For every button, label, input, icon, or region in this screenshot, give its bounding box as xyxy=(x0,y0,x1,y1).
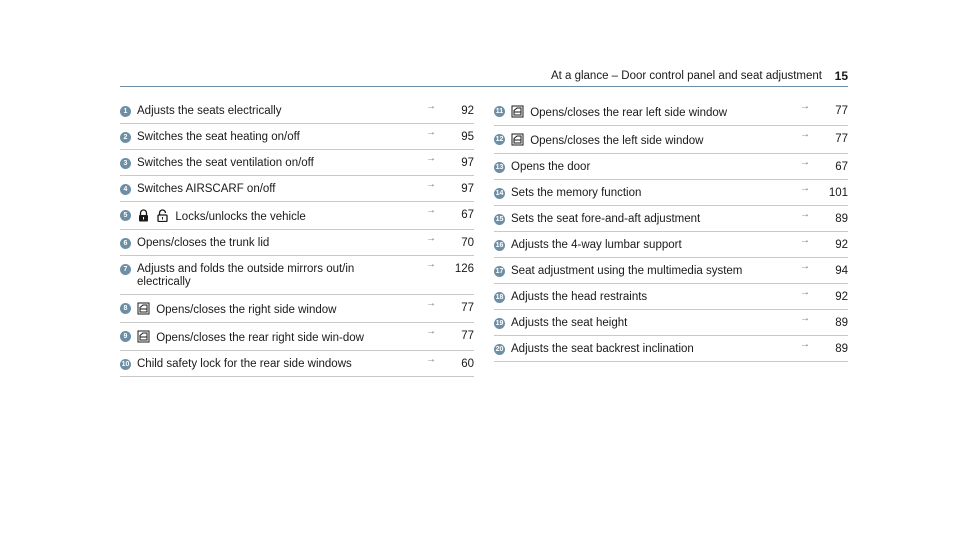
arrow-icon: → xyxy=(426,179,436,190)
page-reference[interactable]: 70 xyxy=(461,237,474,249)
item-number-badge: 1 xyxy=(120,106,131,117)
list-item xyxy=(494,284,848,310)
arrow-icon: → xyxy=(800,209,810,220)
list-item xyxy=(120,230,474,256)
list-item xyxy=(120,351,474,377)
arrow-icon: → xyxy=(426,101,436,112)
item-number-badge: 14 xyxy=(495,190,504,197)
item-description: Adjusts the 4-way lumbar support xyxy=(511,239,682,251)
page-reference[interactable]: 89 xyxy=(835,317,848,329)
window-switch-icon xyxy=(137,302,150,315)
item-description: Switches the seat ventilation on/off xyxy=(137,157,314,169)
page-reference[interactable]: 77 xyxy=(835,133,848,145)
item-number-badge: 8 xyxy=(120,303,131,314)
page-reference[interactable]: 97 xyxy=(461,183,474,195)
arrow-icon: → xyxy=(426,205,436,216)
item-number-badge: 2 xyxy=(120,132,131,143)
arrow-icon: → xyxy=(426,326,436,337)
list-item xyxy=(494,310,848,336)
item-description: Child safety lock for the rear side windows xyxy=(137,358,352,370)
unlock-icon xyxy=(156,209,169,222)
window-switch-icon xyxy=(511,105,524,118)
arrow-icon: → xyxy=(800,261,810,272)
page-reference[interactable]: 92 xyxy=(835,239,848,251)
item-description-group xyxy=(137,209,426,224)
list-item xyxy=(120,150,474,176)
list-item xyxy=(120,295,474,323)
item-number-badge: 5 xyxy=(120,210,131,221)
page-reference[interactable]: 94 xyxy=(835,265,848,277)
item-description: Sets the seat fore-and-aft adjustment xyxy=(511,213,701,225)
item-number-badge: 13 xyxy=(495,164,504,171)
arrow-icon: → xyxy=(800,339,810,350)
window-switch-icon xyxy=(511,133,524,146)
page-reference[interactable]: 92 xyxy=(461,105,474,117)
list-item xyxy=(494,154,848,180)
window-switch-icon xyxy=(137,330,150,343)
page-reference[interactable]: 67 xyxy=(835,161,848,173)
lock-icon xyxy=(137,209,150,222)
item-number-badge: 4 xyxy=(120,184,131,195)
list-item xyxy=(494,232,848,258)
item-number-badge: 19 xyxy=(495,320,504,327)
list-item xyxy=(494,98,848,126)
list-item xyxy=(494,180,848,206)
item-description-group xyxy=(137,302,426,317)
item-description: Adjusts the seat backrest inclination xyxy=(511,343,694,355)
item-number-badge: 11 xyxy=(495,108,504,115)
list-item xyxy=(494,336,848,362)
page-reference[interactable]: 126 xyxy=(454,263,474,275)
item-description: Opens/closes the rear right side win-dow xyxy=(156,332,364,344)
item-description: Switches AIRSCARF on/off xyxy=(137,183,276,195)
item-description: Adjusts the head restraints xyxy=(511,291,648,303)
list-item xyxy=(494,258,848,284)
item-number-badge: 6 xyxy=(120,238,131,249)
page-reference[interactable]: 77 xyxy=(835,105,848,117)
item-description: Opens/closes the trunk lid xyxy=(137,237,270,249)
item-number-badge: 3 xyxy=(120,158,131,169)
item-description: Seat adjustment using the multimedia system xyxy=(511,265,743,277)
list-item xyxy=(120,176,474,202)
item-number-badge: 20 xyxy=(495,346,504,353)
arrow-icon: → xyxy=(426,127,436,138)
arrow-icon: → xyxy=(800,235,810,246)
item-description: Switches the seat heating on/off xyxy=(137,131,300,143)
item-number-badge: 12 xyxy=(495,136,504,143)
item-description: Adjusts the seat height xyxy=(511,317,628,329)
list-item xyxy=(120,98,474,124)
item-description: Locks/unlocks the vehicle xyxy=(175,211,306,223)
page-reference[interactable]: 101 xyxy=(828,187,848,199)
right-column xyxy=(494,98,848,362)
arrow-icon: → xyxy=(426,153,436,164)
arrow-icon: → xyxy=(800,313,810,324)
item-description: Adjusts and folds the outside mirrors out/in electrically xyxy=(137,263,355,288)
item-description: Opens/closes the right side window xyxy=(156,304,337,316)
arrow-icon: → xyxy=(800,129,810,140)
list-item xyxy=(120,323,474,351)
item-number-badge: 9 xyxy=(120,331,131,342)
arrow-icon: → xyxy=(426,298,436,309)
header-title: At a glance – Door control panel and seat adjustment xyxy=(550,70,822,82)
item-description: Sets the memory function xyxy=(511,187,642,199)
page-reference[interactable]: 97 xyxy=(461,157,474,169)
item-number-badge: 15 xyxy=(495,216,504,223)
item-description: Adjusts the seats electrically xyxy=(137,105,282,117)
page-reference[interactable]: 89 xyxy=(835,343,848,355)
item-description: Opens/closes the rear left side window xyxy=(530,107,728,119)
page-number: 15 xyxy=(834,69,848,83)
item-description-group xyxy=(511,105,800,120)
arrow-icon: → xyxy=(800,101,810,112)
item-number-badge: 18 xyxy=(495,294,504,301)
item-number-badge: 10 xyxy=(121,361,130,368)
arrow-icon: → xyxy=(426,259,436,270)
arrow-icon: → xyxy=(426,354,436,365)
arrow-icon: → xyxy=(800,183,810,194)
list-item xyxy=(494,126,848,154)
list-item xyxy=(494,206,848,232)
item-description: Opens the door xyxy=(511,161,591,173)
page-reference[interactable]: 60 xyxy=(461,358,474,370)
list-item xyxy=(120,124,474,150)
item-description-group xyxy=(137,330,426,345)
list-item xyxy=(120,256,474,295)
page-reference[interactable]: 89 xyxy=(835,213,848,225)
page-header xyxy=(120,60,848,87)
list-item xyxy=(120,202,474,230)
arrow-icon: → xyxy=(426,233,436,244)
arrow-icon: → xyxy=(800,157,810,168)
item-number-badge: 16 xyxy=(495,242,504,249)
page-reference[interactable]: 77 xyxy=(461,302,474,314)
page-reference[interactable]: 95 xyxy=(461,131,474,143)
item-description-group xyxy=(511,133,800,148)
item-number-badge: 7 xyxy=(120,264,131,275)
left-column xyxy=(120,98,474,377)
page-reference[interactable]: 92 xyxy=(835,291,848,303)
page-reference[interactable]: 77 xyxy=(461,330,474,342)
item-description: Opens/closes the left side window xyxy=(530,135,704,147)
item-number-badge: 17 xyxy=(495,268,504,275)
arrow-icon: → xyxy=(800,287,810,298)
page-reference[interactable]: 67 xyxy=(461,209,474,221)
